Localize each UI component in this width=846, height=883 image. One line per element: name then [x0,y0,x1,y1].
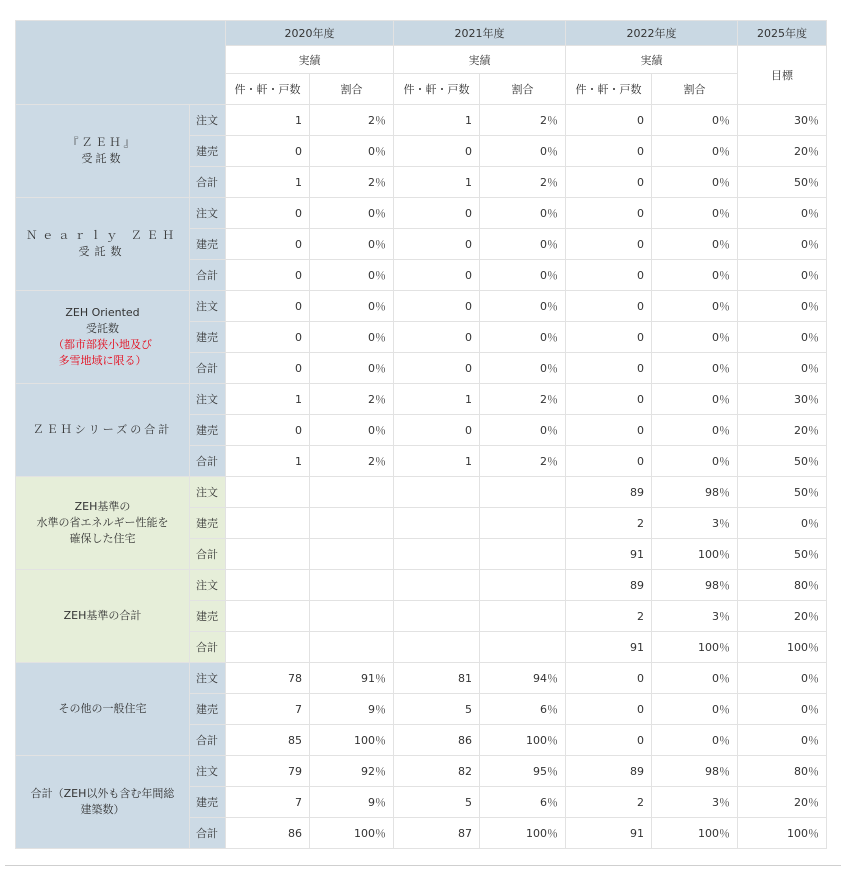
cell-target-2025: 0％ [738,322,827,353]
cell-count-2021: 5 [394,787,480,818]
cell-count-2021 [394,632,480,663]
cell-count-2021: 0 [394,353,480,384]
cell-count-2022: 0 [566,167,652,198]
cell-target-2025: 20％ [738,415,827,446]
cell-ratio-2022: 0％ [652,105,738,136]
cell-ratio-2021: 100％ [480,818,566,849]
cell-ratio-2020 [310,508,394,539]
cell-ratio-2022: 0％ [652,229,738,260]
cell-ratio-2021 [480,570,566,601]
group-title-cell [16,105,190,198]
table-row [16,756,827,787]
row-type-label: 建売 [190,601,226,632]
cell-ratio-2022: 0％ [652,198,738,229]
group-title-cell [16,570,190,663]
group-title-cell [16,198,190,291]
cell-ratio-2022: 100％ [652,818,738,849]
cell-target-2025: 0％ [738,229,827,260]
cell-count-2022: 0 [566,415,652,446]
cell-count-2020: 1 [226,446,310,477]
header-year-2021: 2021年度 [394,21,566,46]
cell-ratio-2020: 2％ [310,167,394,198]
cell-count-2021: 1 [394,105,480,136]
header-target-2025: 目標 [738,46,827,105]
table-row [16,570,827,601]
table-row [16,291,827,322]
cell-count-2022: 0 [566,322,652,353]
cell-count-2020 [226,632,310,663]
group-title-line: 受託数 [78,245,127,258]
header-year-2025: 2025年度 [738,21,827,46]
cell-count-2021 [394,508,480,539]
cell-target-2025: 30％ [738,105,827,136]
row-type-label: 注文 [190,756,226,787]
cell-ratio-2022: 3％ [652,787,738,818]
group-title-line: ＺＥＨシリーズの合計 [32,423,173,436]
group-title-cell [16,291,190,384]
cell-count-2021: 0 [394,198,480,229]
row-type-label: 合計 [190,725,226,756]
header-row-years [16,21,827,46]
row-type-label: 合計 [190,260,226,291]
cell-count-2022: 89 [566,477,652,508]
row-type-label: 合計 [190,632,226,663]
cell-ratio-2021: 0％ [480,229,566,260]
bottom-divider [5,865,841,866]
cell-ratio-2021: 6％ [480,787,566,818]
group-title-cell [16,756,190,849]
cell-count-2021: 86 [394,725,480,756]
cell-count-2022: 91 [566,632,652,663]
cell-target-2025: 100％ [738,632,827,663]
cell-ratio-2020: 2％ [310,384,394,415]
table-row [16,663,827,694]
header-actual-2020: 実績 [226,46,394,74]
cell-ratio-2020 [310,539,394,570]
cell-ratio-2021: 2％ [480,105,566,136]
cell-ratio-2022: 98％ [652,570,738,601]
cell-ratio-2021: 100％ [480,725,566,756]
row-type-label: 合計 [190,539,226,570]
cell-ratio-2021 [480,539,566,570]
cell-count-2021 [394,539,480,570]
cell-count-2022: 91 [566,818,652,849]
cell-count-2021: 0 [394,229,480,260]
cell-ratio-2021 [480,477,566,508]
row-type-label: 合計 [190,446,226,477]
cell-count-2022: 89 [566,570,652,601]
group-title-line: 確保した住宅 [69,532,136,545]
cell-ratio-2020: 0％ [310,136,394,167]
cell-count-2020: 7 [226,787,310,818]
row-type-label: 建売 [190,415,226,446]
cell-ratio-2020: 0％ [310,229,394,260]
cell-count-2021: 1 [394,384,480,415]
cell-ratio-2020: 2％ [310,105,394,136]
cell-count-2022: 2 [566,508,652,539]
table-row [16,105,827,136]
group-title-cell [16,384,190,477]
cell-ratio-2020 [310,601,394,632]
cell-ratio-2020: 0％ [310,198,394,229]
cell-ratio-2022: 0％ [652,725,738,756]
cell-count-2021 [394,477,480,508]
group-title-line: 受託数 [86,322,119,335]
group-title-line: その他の一般住宅 [58,702,147,715]
header-ratio-2020: 割合 [310,74,394,105]
cell-count-2020: 1 [226,167,310,198]
cell-ratio-2020 [310,477,394,508]
row-type-label: 注文 [190,570,226,601]
cell-ratio-2020: 91％ [310,663,394,694]
cell-target-2025: 50％ [738,539,827,570]
cell-count-2021: 0 [394,322,480,353]
header-count-2021: 件・軒・戸数 [394,74,480,105]
cell-count-2020: 0 [226,291,310,322]
cell-ratio-2022: 0％ [652,663,738,694]
cell-ratio-2020: 0％ [310,322,394,353]
group-title-line: ZEH Oriented [65,306,140,319]
header-count-2020: 件・軒・戸数 [226,74,310,105]
cell-target-2025: 50％ [738,477,827,508]
cell-target-2025: 100％ [738,818,827,849]
group-title-cell [16,477,190,570]
cell-target-2025: 0％ [738,260,827,291]
cell-count-2022: 0 [566,105,652,136]
cell-count-2021: 5 [394,694,480,725]
cell-ratio-2022: 0％ [652,322,738,353]
row-type-label: 注文 [190,198,226,229]
cell-ratio-2021: 0％ [480,353,566,384]
cell-ratio-2020 [310,632,394,663]
row-type-label: 合計 [190,167,226,198]
row-type-label: 建売 [190,322,226,353]
cell-count-2020: 0 [226,198,310,229]
group-title-line: 建築数） [80,803,125,816]
group-title-line: 受託数 [81,152,124,165]
cell-ratio-2022: 98％ [652,756,738,787]
cell-count-2022: 0 [566,260,652,291]
cell-count-2021: 0 [394,415,480,446]
row-type-label: 建売 [190,136,226,167]
cell-count-2020: 1 [226,384,310,415]
cell-ratio-2021: 2％ [480,384,566,415]
cell-ratio-2022: 0％ [652,260,738,291]
group-title-line: ZEH基準の [74,500,131,513]
cell-count-2022: 0 [566,446,652,477]
cell-ratio-2021 [480,632,566,663]
header-year-2022: 2022年度 [566,21,738,46]
cell-count-2020: 78 [226,663,310,694]
cell-ratio-2022: 0％ [652,136,738,167]
cell-count-2021: 81 [394,663,480,694]
cell-ratio-2021: 94％ [480,663,566,694]
cell-target-2025: 0％ [738,663,827,694]
row-type-label: 建売 [190,787,226,818]
group-title-line: 『ＺＥＨ』 [67,136,138,149]
cell-target-2025: 0％ [738,353,827,384]
cell-ratio-2022: 0％ [652,694,738,725]
cell-ratio-2020: 0％ [310,260,394,291]
header-year-2020: 2020年度 [226,21,394,46]
cell-ratio-2021: 0％ [480,322,566,353]
cell-ratio-2020: 9％ [310,787,394,818]
cell-count-2021: 0 [394,291,480,322]
cell-ratio-2022: 0％ [652,353,738,384]
cell-count-2021: 87 [394,818,480,849]
cell-ratio-2022: 0％ [652,167,738,198]
cell-target-2025: 0％ [738,198,827,229]
cell-ratio-2021: 95％ [480,756,566,787]
cell-count-2021: 1 [394,167,480,198]
cell-ratio-2022: 3％ [652,508,738,539]
cell-count-2022: 0 [566,353,652,384]
cell-target-2025: 0％ [738,694,827,725]
cell-target-2025: 20％ [738,601,827,632]
cell-ratio-2022: 0％ [652,384,738,415]
header-corner-cell [16,21,226,105]
header-actual-2021: 実績 [394,46,566,74]
cell-ratio-2022: 100％ [652,632,738,663]
cell-ratio-2021: 0％ [480,260,566,291]
cell-ratio-2022: 0％ [652,415,738,446]
cell-ratio-2021: 2％ [480,446,566,477]
cell-ratio-2021 [480,508,566,539]
cell-count-2020 [226,508,310,539]
cell-count-2020: 0 [226,260,310,291]
cell-ratio-2022: 98％ [652,477,738,508]
table-body [16,105,827,849]
cell-count-2020: 79 [226,756,310,787]
cell-count-2020 [226,601,310,632]
table-row [16,477,827,508]
header-actual-2022: 実績 [566,46,738,74]
cell-count-2021: 82 [394,756,480,787]
row-type-label: 注文 [190,477,226,508]
header-ratio-2022: 割合 [652,74,738,105]
cell-ratio-2020: 2％ [310,446,394,477]
cell-ratio-2021: 0％ [480,198,566,229]
cell-count-2021 [394,570,480,601]
cell-count-2020: 0 [226,322,310,353]
group-title-line: ZEH基準の合計 [63,609,142,622]
cell-ratio-2020: 9％ [310,694,394,725]
cell-target-2025: 20％ [738,787,827,818]
group-title-line: 水準の省エネルギー性能を [36,516,169,529]
cell-target-2025: 0％ [738,508,827,539]
table-row [16,384,827,415]
cell-ratio-2020: 0％ [310,353,394,384]
cell-count-2020: 0 [226,136,310,167]
row-type-label: 注文 [190,291,226,322]
group-title-line: 合計（ZEH以外も含む年間総 [30,787,175,800]
cell-count-2020 [226,570,310,601]
cell-target-2025: 50％ [738,446,827,477]
row-type-label: 合計 [190,353,226,384]
cell-ratio-2021: 2％ [480,167,566,198]
cell-count-2020: 0 [226,353,310,384]
cell-ratio-2020: 100％ [310,818,394,849]
cell-count-2020: 7 [226,694,310,725]
cell-ratio-2021: 0％ [480,136,566,167]
row-type-label: 注文 [190,105,226,136]
cell-ratio-2021: 6％ [480,694,566,725]
cell-ratio-2021: 0％ [480,291,566,322]
cell-count-2021: 0 [394,260,480,291]
row-type-label: 建売 [190,694,226,725]
cell-count-2020 [226,539,310,570]
group-title-cell [16,663,190,756]
header-count-2022: 件・軒・戸数 [566,74,652,105]
cell-target-2025: 30％ [738,384,827,415]
cell-count-2022: 0 [566,694,652,725]
cell-count-2022: 0 [566,384,652,415]
cell-count-2021: 1 [394,446,480,477]
zeh-results-table [15,20,827,849]
cell-count-2022: 0 [566,663,652,694]
row-type-label: 建売 [190,229,226,260]
header-ratio-2021: 割合 [480,74,566,105]
cell-ratio-2022: 0％ [652,446,738,477]
cell-ratio-2020 [310,570,394,601]
cell-target-2025: 80％ [738,570,827,601]
cell-count-2020: 0 [226,229,310,260]
cell-count-2022: 0 [566,136,652,167]
cell-count-2022: 0 [566,725,652,756]
cell-count-2021 [394,601,480,632]
cell-ratio-2021: 0％ [480,415,566,446]
cell-target-2025: 0％ [738,725,827,756]
cell-ratio-2021 [480,601,566,632]
cell-target-2025: 20％ [738,136,827,167]
cell-ratio-2020: 100％ [310,725,394,756]
cell-count-2022: 2 [566,787,652,818]
zeh-results-table-container [15,20,826,849]
cell-ratio-2022: 0％ [652,291,738,322]
group-note-line: 多雪地域に限る） [58,354,147,367]
group-note-line: （都市部狭小地及び [53,338,152,351]
cell-target-2025: 80％ [738,756,827,787]
row-type-label: 建売 [190,508,226,539]
cell-count-2020 [226,477,310,508]
row-type-label: 注文 [190,384,226,415]
cell-count-2022: 0 [566,229,652,260]
cell-ratio-2020: 0％ [310,415,394,446]
row-type-label: 合計 [190,818,226,849]
cell-count-2022: 0 [566,291,652,322]
cell-count-2020: 85 [226,725,310,756]
cell-count-2020: 0 [226,415,310,446]
cell-ratio-2022: 3％ [652,601,738,632]
table-row [16,198,827,229]
cell-ratio-2020: 0％ [310,291,394,322]
cell-ratio-2022: 100％ [652,539,738,570]
cell-count-2022: 91 [566,539,652,570]
cell-count-2020: 86 [226,818,310,849]
cell-count-2022: 2 [566,601,652,632]
cell-count-2020: 1 [226,105,310,136]
cell-count-2022: 0 [566,198,652,229]
cell-count-2022: 89 [566,756,652,787]
cell-target-2025: 50％ [738,167,827,198]
cell-ratio-2020: 92％ [310,756,394,787]
row-type-label: 注文 [190,663,226,694]
group-title-line: Ｎｅａｒｌｙ ＺＥＨ [26,229,179,242]
cell-count-2021: 0 [394,136,480,167]
cell-target-2025: 0％ [738,291,827,322]
